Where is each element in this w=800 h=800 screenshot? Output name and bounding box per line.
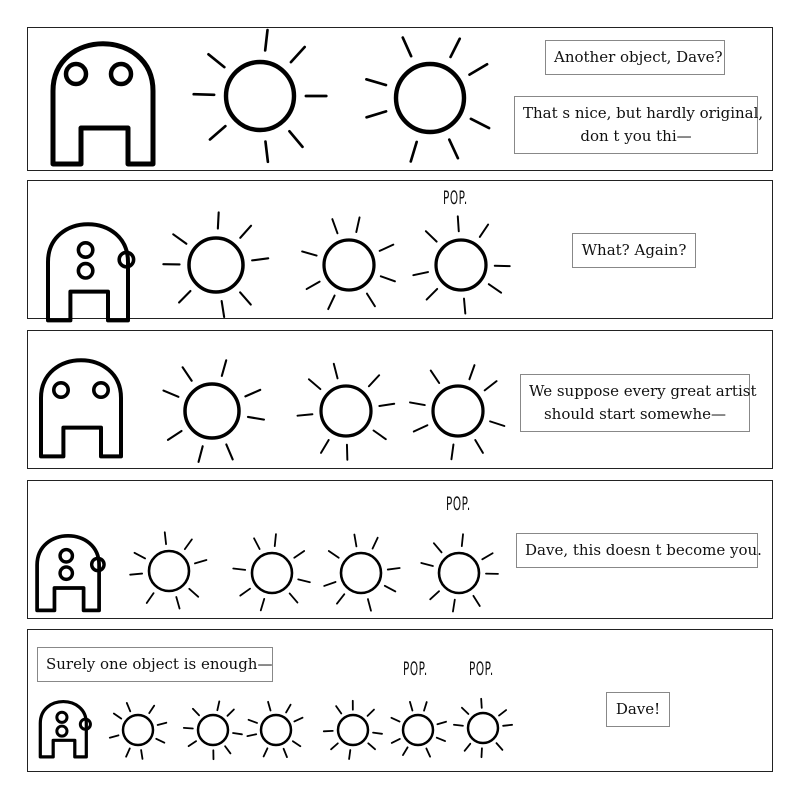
- character-icon: [41, 360, 121, 456]
- pop-sound: POP.: [403, 658, 428, 680]
- sun-icon: [391, 702, 446, 757]
- comic-panel-5: [27, 629, 773, 772]
- sun-icon: [163, 360, 263, 462]
- caption-box: [572, 233, 696, 268]
- comic-panel-2: [27, 180, 773, 319]
- caption-box: [520, 374, 757, 432]
- caption-text: don t you thi—: [580, 127, 692, 145]
- sun-icon: [194, 30, 327, 162]
- pop-sound: POP.: [443, 187, 468, 209]
- sun-icon: [324, 535, 399, 611]
- character-icon: [37, 536, 104, 611]
- character-icon: [53, 44, 153, 164]
- sun-icon: [413, 216, 509, 313]
- caption-text: Another object, Dave?: [554, 48, 723, 66]
- sun-icon: [247, 702, 302, 757]
- comic-panel-1: [27, 27, 773, 171]
- comic-panel-3: [27, 330, 773, 469]
- sun-icon: [324, 701, 382, 759]
- caption-text: Surely one object is enough—: [46, 655, 273, 673]
- comic-panel-4: [27, 480, 773, 619]
- caption-box: [606, 692, 670, 727]
- character-icon: [48, 224, 134, 320]
- caption-box: [514, 96, 764, 154]
- caption-box: [545, 40, 725, 75]
- character-icon: [40, 702, 90, 757]
- sun-icon: [233, 534, 310, 610]
- pop-sound: POP.: [469, 658, 494, 680]
- caption-text: We suppose every great artist: [529, 382, 757, 400]
- sun-icon: [297, 364, 394, 460]
- caption-text: Dave, this doesn t become you.: [525, 541, 762, 559]
- sun-icon: [130, 532, 206, 608]
- caption-box: [516, 533, 762, 568]
- caption-box: [37, 647, 273, 682]
- sun-icon: [110, 703, 167, 759]
- sun-icon: [163, 212, 268, 317]
- caption-text: should start somewhe—: [543, 405, 727, 423]
- caption-text: That s nice, but hardly original,: [523, 104, 764, 122]
- sun-icon: [410, 365, 504, 459]
- sun-icon: [454, 699, 512, 757]
- caption-text: Dave!: [615, 700, 661, 718]
- sun-icon: [366, 38, 489, 162]
- sun-icon: [184, 701, 242, 759]
- pop-sound: POP.: [446, 493, 471, 515]
- sun-icon: [302, 217, 395, 309]
- caption-text: What? Again?: [581, 241, 687, 259]
- sun-icon: [421, 534, 498, 611]
